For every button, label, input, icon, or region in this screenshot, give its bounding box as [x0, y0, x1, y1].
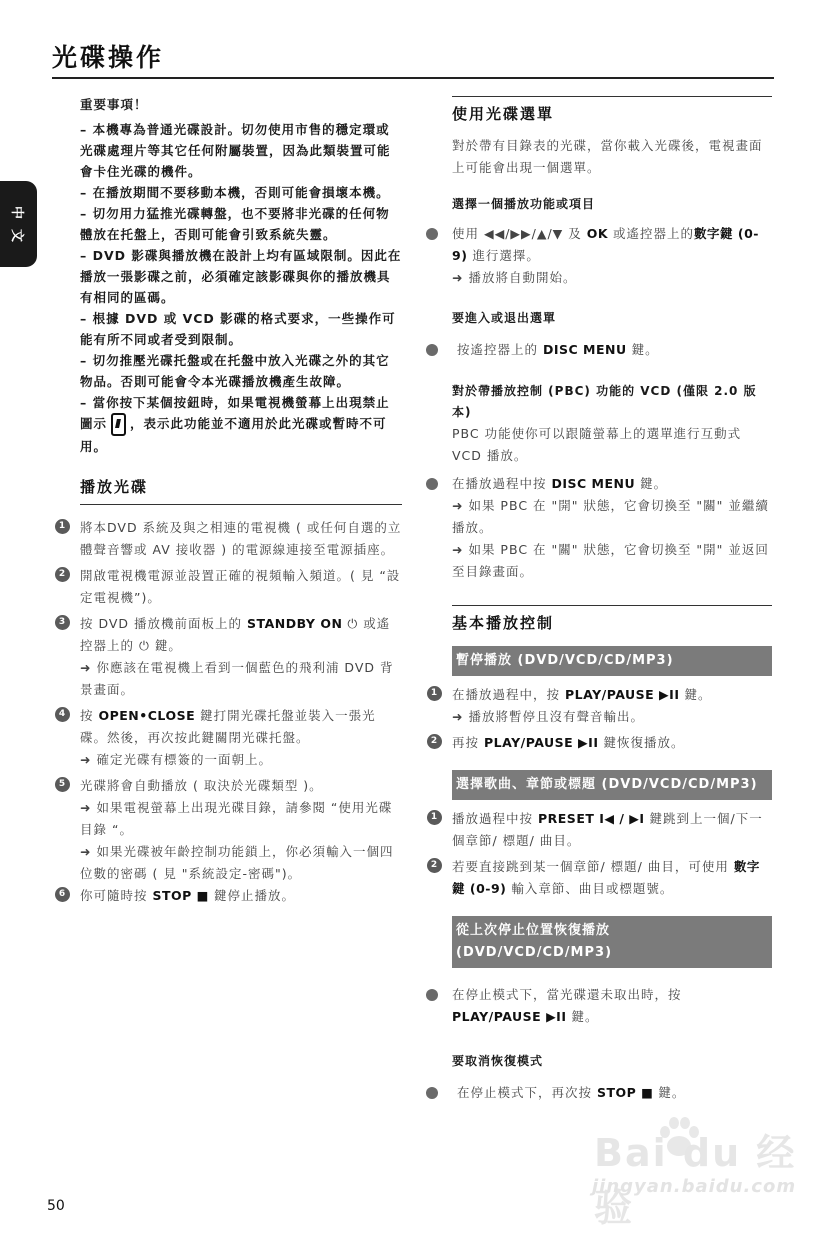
disc-menu-heading: 使用光碟選單	[452, 96, 772, 131]
step-note: ➜ 如果光碟被年齡控制功能鎖上，你必須輸入一個四位數的密碼 ( 見 "系統設定-密碼")。	[80, 844, 394, 881]
step-text-post: ⏻ 或遙控器上的 ⏻ 鍵。	[80, 616, 391, 653]
step-item	[58, 885, 402, 907]
bullet-item	[452, 984, 772, 1028]
warning-last-a: – 當你按下某個按鈕時，如果電視機螢幕上出現禁止圖示	[80, 395, 390, 431]
play-disc-section	[58, 476, 402, 907]
warning-line: – 根據 DVD 或 VCD 影碟的格式要求，一些操作可能有所不同或者受到限制。	[80, 311, 396, 347]
pause-bar: 暫停播放 (DVD/VCD/CD/MP3)	[452, 646, 772, 676]
text: 在播放過程中按	[452, 476, 552, 491]
resume-bar: 從上次停止位置恢復播放 (DVD/VCD/CD/MP3)	[452, 916, 772, 968]
step-note: ➜ 你應該在電視機上看到一個藍色的飛利浦 DVD 背景畫面。	[80, 660, 394, 697]
watermark-url: jingyan.baidu.com	[592, 1176, 797, 1197]
bullet-item	[452, 339, 772, 361]
digit-key-label: 數字鍵 (0-9)	[452, 226, 759, 263]
page-number: 50	[47, 1198, 65, 1214]
disc-menu-intro: 對於帶有目錄表的光碟，當你載入光碟後，電視畫面上可能會出現一個選單。	[452, 138, 763, 175]
bullet-dot	[426, 228, 438, 240]
step-text: 開啟電視機電源並設置正確的視頻輸入頻道。( 見 “設定電視機”)。	[80, 568, 401, 605]
text: 鍵。	[626, 342, 659, 357]
select-subheading: 選擇一個播放功能或項目	[452, 197, 596, 211]
text: 使用 ◀◀/▶▶/▲/▼ 及	[452, 226, 587, 241]
step-number: 6	[55, 887, 70, 902]
text: 在停止模式下，再次按	[456, 1085, 597, 1100]
bullet-dot	[426, 478, 438, 490]
text: 進行選擇。	[467, 248, 540, 263]
step-item	[430, 732, 772, 754]
step-text-post: 鍵打開光碟托盤並裝入一張光碟。然後，再次按此鍵關閉光碟托盤。	[80, 708, 376, 745]
step-item	[58, 705, 402, 771]
warning-line: – DVD 影碟與播放機在設計上均有區域限制。因此在播放一張影碟之前，必須確定該影碟與你的播放機具有相同的區碼。	[80, 248, 402, 305]
warning-heading: 重要事項！	[80, 97, 148, 112]
enter-subheading: 要進入或退出選單	[452, 311, 557, 325]
step-text-pre: 你可隨時按	[80, 888, 153, 903]
text: 輸入章節、曲目或標題號。	[506, 881, 674, 896]
text: 鍵。	[679, 687, 712, 702]
warning-box	[80, 94, 402, 457]
stop-key-label: STOP ■	[596, 1085, 654, 1100]
step-item	[58, 517, 402, 561]
lang-char-2: 文	[8, 228, 24, 243]
warning-line: – 本機專為普通光碟設計。切勿使用市售的穩定環或光碟處理片等其它任何附屬裝置，因為此類裝置可能會卡住光碟的機件。	[80, 122, 391, 179]
right-column	[430, 96, 772, 1104]
step-note: ➜ 確定光碟有標簽的一面朝上。	[80, 752, 272, 767]
step-text	[80, 705, 402, 749]
page-title: 光碟操作	[52, 43, 165, 72]
open-close-key-label: OPEN•CLOSE	[98, 708, 196, 723]
step-note: ➜ 播放將暫停且沒有聲音輸出。	[452, 709, 644, 724]
step-text: 光碟將會自動播放 ( 取決於光碟類型 )。	[80, 778, 323, 793]
text: 在播放過程中，按	[452, 687, 565, 702]
text: 鍵恢復播放。	[598, 735, 685, 750]
text: 鍵。	[566, 1009, 599, 1024]
step-text-post: 鍵停止播放。	[208, 888, 295, 903]
bullet-item	[452, 1082, 772, 1104]
step-number: 3	[55, 615, 70, 630]
step-note: ➜ 如果電視螢幕上出現光碟目錄，請參閱 “使用光碟目錄 “。	[80, 800, 393, 837]
step-number: 4	[55, 707, 70, 722]
step-text-pre: 按 DVD 播放機前面板上的	[80, 616, 248, 631]
warning-line-last	[80, 392, 402, 457]
step-note: ➜ 播放將自動開始。	[452, 270, 577, 285]
language-tab	[0, 181, 37, 267]
warning-line: – 切勿用力猛推光碟轉盤，也不要將非光碟的任何物體放在托盤上，否則可能會引致系統失靈。	[80, 206, 390, 242]
forbidden-icon	[111, 413, 126, 436]
disc-menu-key-label: DISC MENU	[542, 342, 627, 357]
step-item	[430, 856, 772, 900]
text: 再按	[452, 735, 484, 750]
warning-last-b: ，表示此功能並不適用於此光碟或暫時不可用。	[80, 416, 387, 454]
disc-menu-key-label: DISC MENU	[551, 476, 636, 491]
play-pause-key-label: PLAY/PAUSE ▶II	[452, 1009, 567, 1024]
step-number: 1	[427, 810, 442, 825]
bullet-dot	[426, 1087, 438, 1099]
digit-key-label: 數字鍵 (0-9)	[452, 859, 760, 896]
step-number: 2	[55, 567, 70, 582]
text: 鍵。	[635, 476, 668, 491]
pbc-intro: PBC 功能使你可以跟隨螢幕上的選單進行互動式 VCD 播放。	[452, 426, 742, 463]
text: 按遙控器上的	[456, 342, 543, 357]
bullet-item	[452, 473, 772, 583]
text: 鍵。	[653, 1085, 686, 1100]
bullet-dot	[426, 344, 438, 356]
step-text	[80, 885, 402, 907]
step-number: 5	[55, 777, 70, 792]
step-item	[430, 808, 772, 852]
bullet-item	[452, 223, 772, 289]
warning-line: – 在播放期間不要移動本機，否則可能會損壞本機。	[80, 185, 390, 200]
warning-line: – 切勿推壓光碟托盤或在托盤中放入光碟之外的其它物品。否則可能會令本光碟播放機產生故障。	[80, 353, 390, 389]
step-number: 1	[55, 519, 70, 534]
left-column	[58, 94, 402, 907]
step-item	[430, 684, 772, 728]
text: 播放過程中按	[452, 811, 538, 826]
select-track-bar: 選擇歌曲、章節或標題 (DVD/VCD/CD/MP3)	[452, 770, 772, 800]
text: 鍵跳到上一個/下一個章節/ 標題/ 曲目。	[452, 811, 763, 848]
step-text	[80, 613, 402, 657]
title-divider	[52, 77, 774, 79]
step-number: 2	[427, 858, 442, 873]
bullet-dot	[426, 989, 438, 1001]
text: 或遙控器上的	[608, 226, 695, 241]
step-text-pre: 按	[80, 708, 99, 723]
standby-key-label: STANDBY ON	[247, 616, 343, 631]
play-pause-key-label: PLAY/PAUSE ▶II	[483, 735, 599, 750]
step-note: ➜ 如果 PBC 在 "開" 狀態，它會切換至 "關" 並繼續播放。	[452, 498, 769, 535]
step-item	[58, 565, 402, 609]
play-pause-key-label: PLAY/PAUSE ▶II	[564, 687, 680, 702]
stop-key-label: STOP ■	[152, 888, 209, 903]
lang-char-1: 中	[8, 205, 24, 220]
cancel-resume-subheading: 要取消恢復模式	[452, 1054, 544, 1068]
play-disc-heading: 播放光碟	[80, 476, 402, 505]
step-number: 2	[427, 734, 442, 749]
step-item	[58, 775, 402, 885]
step-item	[58, 613, 402, 701]
step-note: ➜ 如果 PBC 在 "關" 狀態，它會切換至 "開" 並返回至目錄畫面。	[452, 542, 769, 579]
pbc-subheading: 對於帶播放控制 (PBC) 功能的 VCD (僅限 2.0 版本)	[452, 384, 757, 419]
preset-key-label: PRESET I◀ / ▶I	[537, 811, 645, 826]
watermark-brand: Bai du 经验	[594, 1131, 797, 1230]
basic-playback-heading: 基本播放控制	[452, 605, 772, 640]
step-number: 1	[427, 686, 442, 701]
step-text: 將本DVD 系統及與之相連的電視機 ( 或任何自選的立體聲音響或 AV 接收器 ) 的電源線連接至電源插座。	[80, 520, 402, 557]
text: 在停止模式下，當光碟還未取出時，按	[452, 987, 682, 1002]
ok-key-label: OK	[586, 226, 609, 241]
text: 若要直接跳到某一個章節/ 標題/ 曲目，可使用	[452, 859, 734, 874]
